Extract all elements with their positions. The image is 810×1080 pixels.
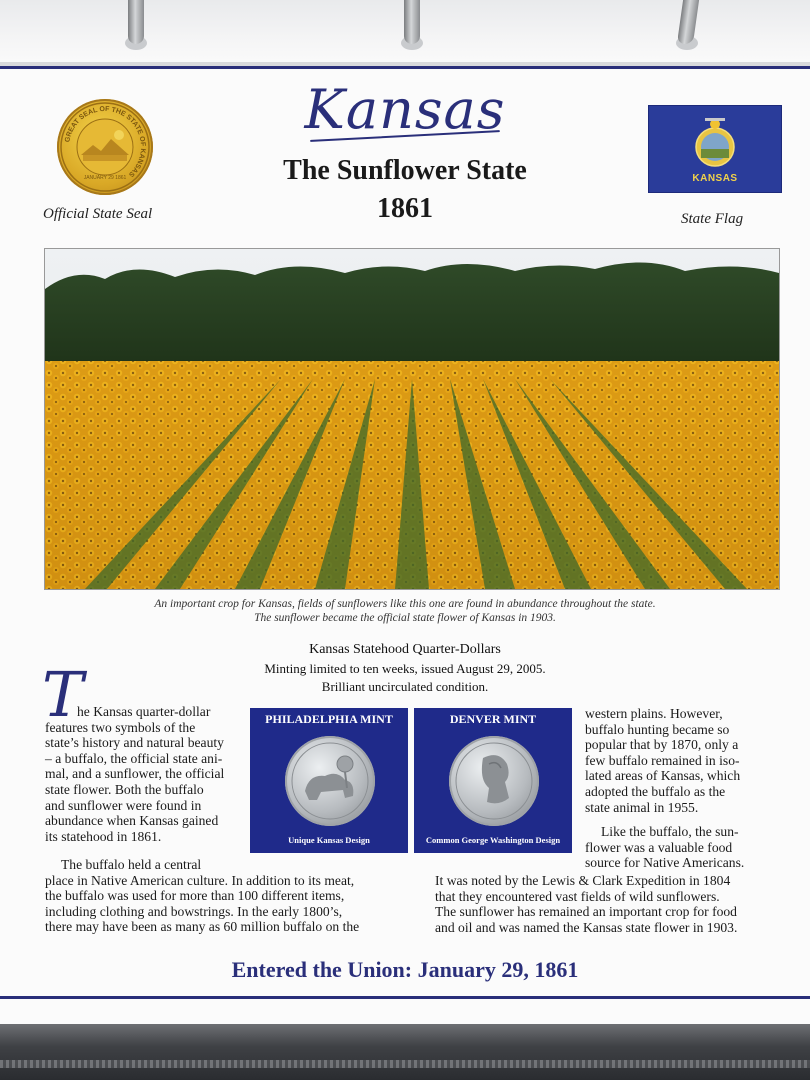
binder-ring (128, 0, 144, 44)
text-line: including clothing and bowstrings. In the early 1800’s, (45, 903, 343, 919)
text-line: the buffalo was used for more than 100 different items, (45, 888, 345, 904)
condition-note: Brilliant uncirculated condition. (321, 679, 489, 694)
washington-quarter-coin (449, 736, 539, 826)
text-line: – a buffalo, the official state ani- (45, 750, 223, 766)
text-line: lated areas of Kansas, which (585, 768, 741, 784)
text-line: buffalo hunting became so (585, 721, 730, 737)
text-line: and oil and was named the Kansas state flower in 1903. (435, 919, 738, 935)
state-seal-image (57, 99, 153, 195)
mint-title: DENVER MINT (449, 712, 537, 726)
text-line: he Kansas quarter-dollar (77, 704, 211, 719)
state-flag-image (648, 105, 782, 193)
text-line: place in Native American culture. In addition to its meat, (45, 872, 355, 888)
minting-note: Minting limited to ten weeks, issued August 29, 2005. (264, 661, 546, 676)
kansas-quarter-coin (285, 736, 375, 826)
page-bottom-rule (0, 996, 810, 999)
text-line: few buffalo remained in iso- (585, 752, 740, 768)
text-line: flower was a valuable food (585, 839, 733, 855)
text-line: state flower. Both the buffalo (45, 781, 204, 797)
text-line: western plains. However, (585, 706, 723, 721)
seal-caption: Official State Seal (43, 206, 153, 222)
seal-date-text: JANUARY 29 1861 (83, 175, 127, 181)
intro-paragraph (45, 704, 245, 844)
seal-ring-text: GREAT SEAL OF THE STATE OF KANSAS (64, 105, 147, 178)
binder-edge (0, 1060, 810, 1068)
photo-caption-line: An important crop for Kansas, fields of sunflowers like this one are found in abundance throughout the state. (154, 598, 656, 610)
photo-caption-line: The sunflower became the official state flower of Kansas in 1903. (254, 612, 556, 624)
buffalo-continued-paragraph (585, 706, 765, 815)
philadelphia-mint-card (250, 708, 408, 853)
sunflower-paragraph (585, 824, 765, 871)
entered-union-date: Entered the Union: January 29, 1861 (231, 957, 579, 982)
sunflower-field-photo (45, 249, 779, 589)
denver-mint-card (414, 708, 572, 853)
text-line: popular that by 1870, only a (585, 737, 739, 753)
text-line: abundance when Kansas gained (45, 813, 219, 829)
text-line: adopted the buffalo as the (585, 783, 726, 799)
text-line: source for Native Americans. (585, 855, 745, 871)
statehood-year: 1861 (377, 193, 433, 224)
binder-top (0, 0, 810, 62)
flag-label: KANSAS (692, 173, 738, 184)
lewis-clark-paragraph (435, 873, 775, 935)
buffalo-paragraph (45, 857, 390, 935)
text-line: features two symbols of the (45, 719, 196, 735)
binder-bottom (0, 1024, 810, 1080)
binder-ring (404, 0, 420, 44)
text-line: there may have been as many as 60 million buffalo on the (45, 919, 360, 935)
photo-caption (0, 597, 810, 625)
mint-caption: Common George Washington Design (425, 835, 561, 845)
text-line: The sunflower has remained an important crop for food (435, 904, 737, 920)
text-line: state animal in 1955. (585, 799, 699, 815)
text-line: It was noted by the Lewis & Clark Expedition in 1804 (435, 873, 731, 888)
text-line: that they encountered vast fields of wild sunflowers. (435, 888, 720, 904)
text-line: Like the buffalo, the sun- (601, 824, 739, 839)
page-title: Kansas (0, 78, 810, 137)
mint-title: PHILADELPHIA MINT (265, 712, 393, 726)
text-line: state’s history and natural beauty (45, 735, 224, 751)
flag-caption: State Flag (681, 211, 744, 227)
text-line: The buffalo held a central (61, 857, 202, 872)
state-nickname: The Sunflower State (283, 155, 527, 186)
mint-caption: Unique Kansas Design (288, 835, 370, 845)
text-line: and sunflower were found in (45, 797, 202, 813)
text-line: its statehood in 1861. (45, 828, 162, 844)
text-line: mal, and a sunflower, the official (45, 766, 225, 782)
binder-ring (677, 0, 699, 44)
quarters-heading: Kansas Statehood Quarter-Dollars (309, 642, 501, 657)
drop-cap: T (42, 658, 84, 731)
